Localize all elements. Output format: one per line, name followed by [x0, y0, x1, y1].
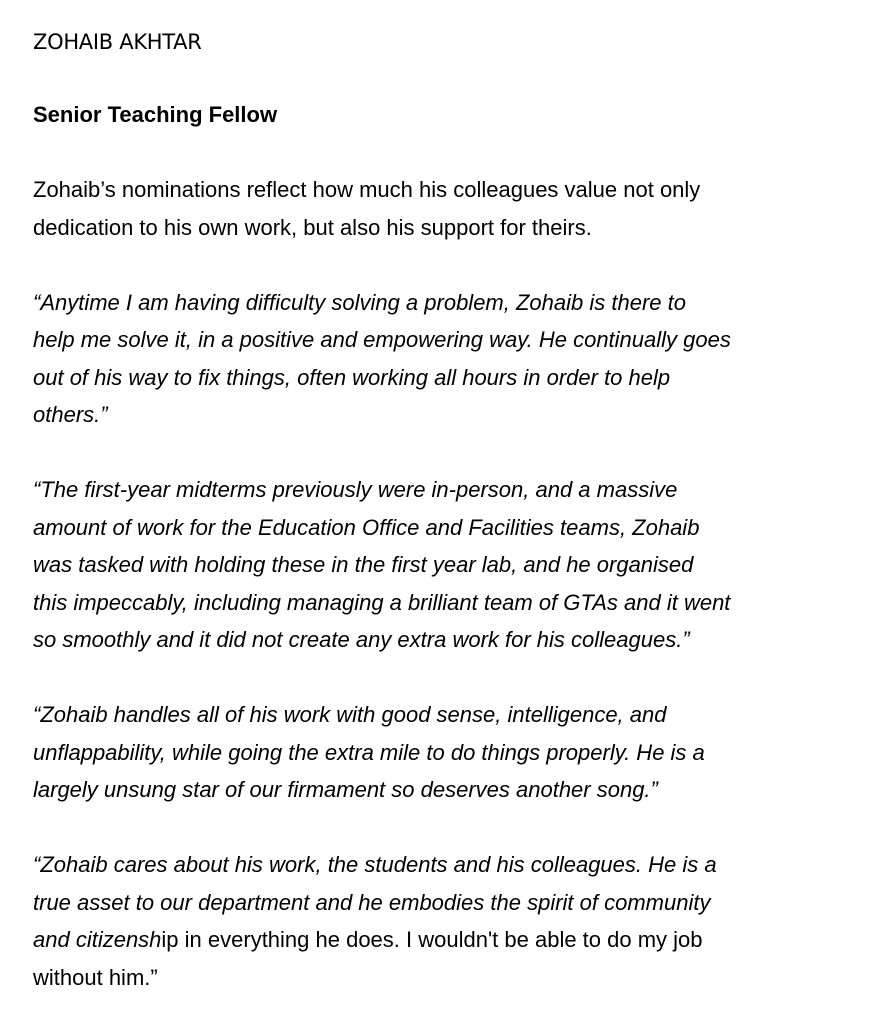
quote-2 — [33, 471, 894, 659]
italic-segment: and citizensh — [33, 927, 162, 952]
text-line: “The first-year midterms previously were in-person, and a massive — [33, 477, 678, 502]
text-line: Zohaib’s nominations reflect how much his colleagues value not only — [33, 177, 701, 202]
text-line: amount of work for the Education Office and Facilities teams, Zohaib — [33, 514, 700, 540]
text-line: “Anytime I am having difficulty solving a problem, Zohaib is there to — [33, 289, 686, 315]
text-line-mixed — [33, 921, 894, 959]
text-line: so smoothly and it did not create any extra work for his colleagues.” — [33, 627, 690, 652]
text-line: “Zohaib cares about his work, the students and his colleagues. He is a — [33, 852, 717, 877]
text-line: “Zohaib handles all of his work with good sense, intelligence, and — [33, 702, 667, 727]
person-name: ZOHAIB AKHTAR — [33, 30, 202, 54]
text-line: was tasked with holding these in the first year lab, and he organised — [33, 552, 694, 577]
text-line: true asset to our department and he embodies the spirit of community — [33, 889, 711, 915]
text-line: this impeccably, including managing a brilliant team of GTAs and it went — [33, 589, 731, 615]
text-line: unflappability, while going the extra mile to do things properly. He is a — [33, 739, 705, 765]
quote-3 — [33, 696, 894, 809]
text-line: dedication to his own work, but also his support for theirs. — [33, 214, 592, 240]
text-line: help me solve it, in a positive and empowering way. He continually goes — [33, 327, 731, 352]
text-line: out of his way to fix things, often working all hours in order to help — [33, 364, 671, 390]
quote-1 — [33, 284, 894, 434]
text-line: without him.” — [33, 964, 158, 990]
text-line: others.” — [33, 402, 108, 427]
upright-segment: ip in everything he does. I wouldn't be able to do my job — [161, 927, 703, 952]
intro-paragraph — [33, 171, 894, 246]
quote-4 — [33, 846, 894, 996]
text-line: largely unsung star of our firmament so deserves another song.” — [33, 777, 658, 802]
person-role: Senior Teaching Fellow — [33, 101, 278, 127]
